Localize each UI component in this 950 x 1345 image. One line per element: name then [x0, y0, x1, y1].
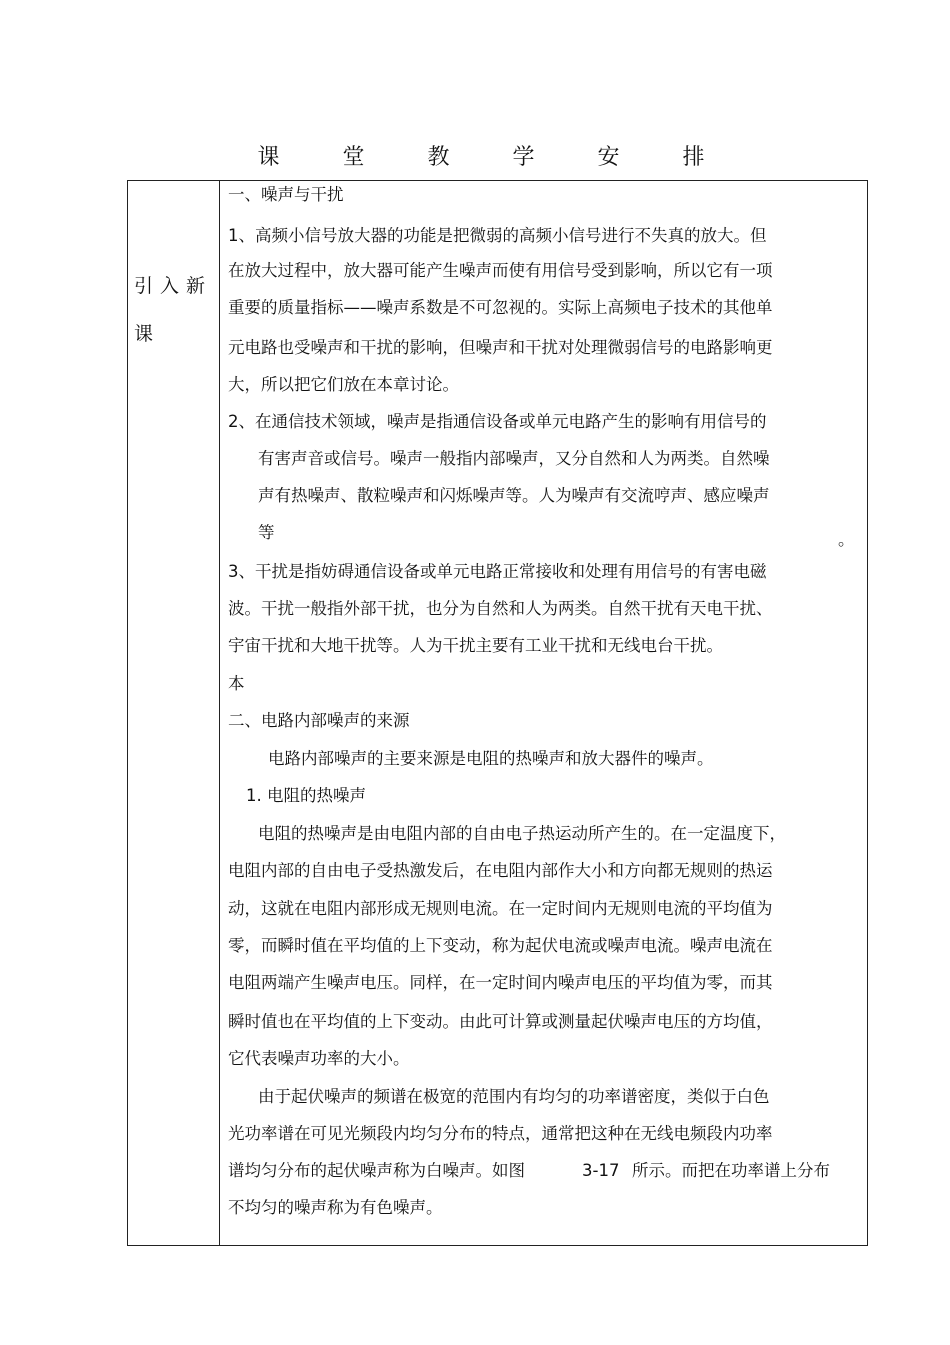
- subsection-heading: 1. 电阻的热噪声: [246, 786, 366, 805]
- section-heading: 一、噪声与干扰: [228, 185, 344, 204]
- paragraph-line: 光功率谱在可见光频段内均匀分布的特点，通常把这种在无线电频段内功率: [228, 1124, 773, 1143]
- paragraph-line: 动，这就在电阻内部形成无规则电流。在一定时间内无规则电流的平均值为: [228, 899, 773, 918]
- paragraph-line: 零，而瞬时值在平均值的上下变动，称为起伏电流或噪声电流。噪声电流在: [228, 936, 773, 955]
- paragraph-line: 电阻的热噪声是由电阻内部的自由电子热运动所产生的。在一定温度下，: [258, 824, 786, 843]
- column-divider: [219, 180, 220, 1246]
- paragraph-line: 大，所以把它们放在本章讨论。: [228, 375, 459, 394]
- paragraph-line: 波。干扰一般指外部干扰，也分为自然和人为两类。自然干扰有天电干扰、: [228, 599, 773, 618]
- figure-reference: 3-17: [582, 1161, 620, 1180]
- paragraph-line: 宇宙干扰和大地干扰等。人为干扰主要有工业干扰和无线电台干扰。: [228, 636, 723, 655]
- paragraph-line: 2、在通信技术领域，噪声是指通信设备或单元电路产生的影响有用信号的: [228, 412, 767, 431]
- paragraph-line: 由于起伏噪声的频谱在极宽的范围内有均匀的功率谱密度，类似于白色: [258, 1087, 770, 1106]
- side-label: 引入新课: [134, 275, 213, 345]
- paragraph-line: 所示。而把在功率谱上分布: [632, 1161, 830, 1180]
- paragraph-line: 电阻两端产生噪声电压。同样，在一定时间内噪声电压的平均值为零，而其: [228, 973, 773, 992]
- paragraph-line: 不均匀的噪声称为有色噪声。: [228, 1198, 443, 1217]
- paragraph-line: 电路内部噪声的主要来源是电阻的热噪声和放大器件的噪声。: [268, 749, 714, 768]
- paragraph-line: 电阻内部的自由电子受热激发后，在电阻内部作大小和方向都无规则的热运: [228, 861, 773, 880]
- paragraph-line: 3、干扰是指妨碍通信设备或单元电路正常接收和处理有用信号的有害电磁: [228, 562, 767, 581]
- paragraph-end-mark: 。: [838, 530, 855, 549]
- paragraph-line: 它代表噪声功率的大小。: [228, 1049, 410, 1068]
- paragraph-line: 在放大过程中，放大器可能产生噪声而使有用信号受到影响，所以它有一项: [228, 261, 773, 280]
- paragraph-line: 有害声音或信号。噪声一般指内部噪声，又分自然和人为两类。自然噪: [258, 449, 770, 468]
- page-title: 课 堂 教 学 安 排: [257, 145, 733, 170]
- paragraph-line: 谱均匀分布的起伏噪声称为白噪声。如图: [228, 1161, 525, 1180]
- paragraph-line: 重要的质量指标——噪声系数是不可忽视的。实际上高频电子技术的其他单: [228, 298, 773, 317]
- stray-character: 本: [228, 674, 245, 693]
- paragraph-line: 等: [258, 523, 275, 542]
- paragraph-line: 瞬时值也在平均值的上下变动。由此可计算或测量起伏噪声电压的方均值，: [228, 1012, 773, 1031]
- section-heading: 二、电路内部噪声的来源: [228, 711, 410, 730]
- paragraph-line: 声有热噪声、散粒噪声和闪烁噪声等。人为噪声有交流哼声、感应噪声: [258, 486, 770, 505]
- paragraph-line: 1、高频小信号放大器的功能是把微弱的高频小信号进行不失真的放大。但: [228, 226, 767, 245]
- paragraph-line: 元电路也受噪声和干扰的影响，但噪声和干扰对处理微弱信号的电路影响更: [228, 338, 773, 357]
